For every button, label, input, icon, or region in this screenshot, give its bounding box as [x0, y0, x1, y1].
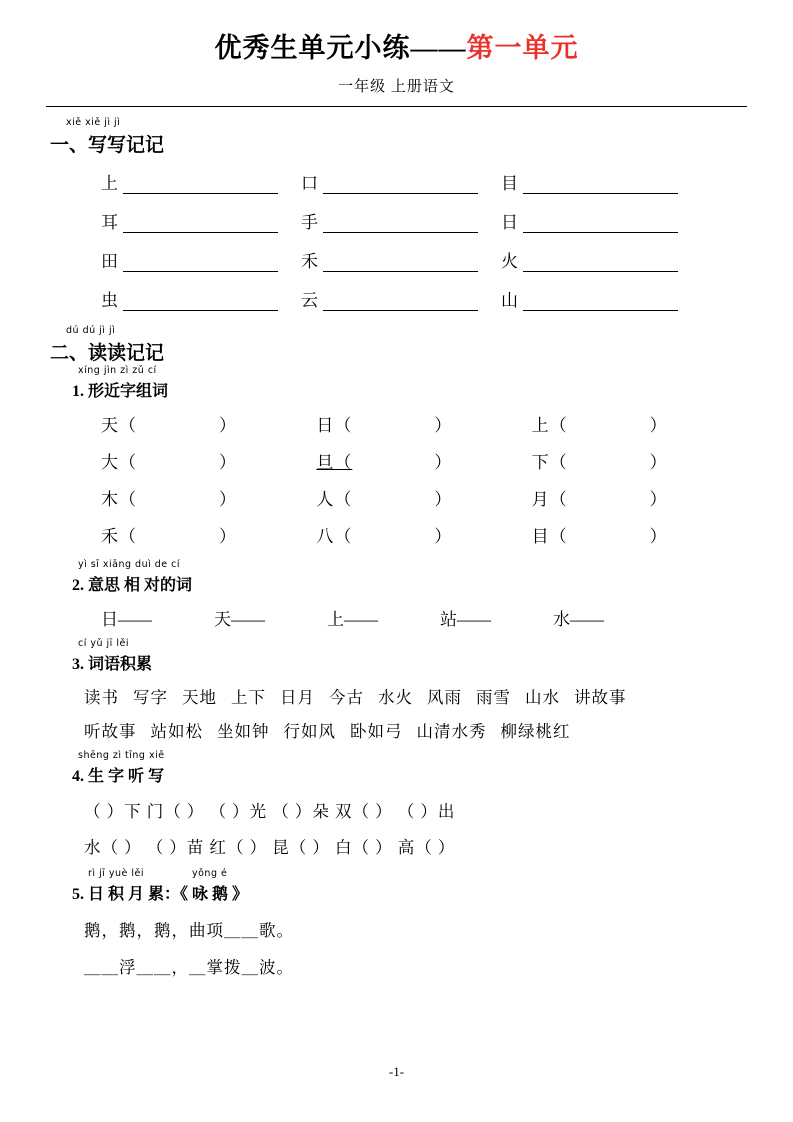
pair-cell[interactable] — [532, 411, 747, 436]
pair-char: 禾（ — [101, 527, 137, 546]
word: 坐如钟 — [217, 722, 270, 741]
word: 日月 — [280, 688, 315, 707]
write-blank-line[interactable] — [123, 214, 278, 233]
word: 写字 — [133, 688, 168, 707]
opposite-item[interactable]: 水—— — [553, 610, 604, 629]
pair-close: ） — [649, 416, 667, 435]
word: 今古 — [329, 688, 364, 707]
write-char: 田 — [101, 252, 118, 271]
section-two-heading — [50, 325, 747, 365]
poem-line-1[interactable]: 鹅，鹅，鹅，曲项＿＿歌。 — [84, 921, 294, 940]
item5-pinyin-2: yǒng é — [192, 868, 228, 879]
page-subtitle: 一年级 上册语文 — [338, 79, 455, 95]
item4-label: 4. 生 字 听 写 — [72, 768, 165, 785]
write-char: 山 — [501, 291, 518, 310]
pair-row — [101, 411, 747, 436]
pair-cell[interactable] — [532, 485, 747, 510]
write-cell — [501, 208, 701, 233]
write-row — [101, 208, 747, 233]
write-blank-line[interactable] — [323, 253, 478, 272]
write-row — [101, 286, 747, 311]
section-two-label: 二、读读记记 — [50, 343, 165, 364]
word: 讲故事 — [574, 688, 627, 707]
write-char: 目 — [501, 174, 518, 193]
pair-char: 日（ — [316, 416, 353, 435]
pair-close: ） — [219, 527, 236, 546]
pair-cell[interactable] — [101, 411, 316, 436]
write-cell — [101, 208, 301, 233]
item5-pinyin-1: rì jī yuè lěi — [88, 868, 144, 879]
word: 站如松 — [150, 722, 203, 741]
section-one — [46, 117, 747, 311]
item4-pinyin: shēng zì tīng xiě — [78, 750, 165, 761]
write-char: 口 — [301, 174, 318, 193]
word: 行如风 — [283, 722, 336, 741]
pair-cell[interactable] — [532, 522, 747, 547]
poem-line-2[interactable]: ＿＿浮＿＿，＿掌拨＿波。 — [84, 958, 294, 977]
pair-close: ） — [434, 490, 452, 509]
pair-char: 旦（ — [316, 453, 353, 472]
pair-grid — [101, 411, 747, 547]
section-two-pinyin: dú dú jì jì — [66, 325, 116, 336]
pair-char: 大（ — [101, 453, 137, 472]
item3-label: 3. 词语积累 — [72, 656, 153, 673]
pair-cell[interactable] — [316, 411, 531, 436]
write-row — [101, 247, 747, 272]
word: 卧如弓 — [350, 722, 403, 741]
pair-row — [101, 448, 747, 473]
pair-char: 下（ — [531, 453, 568, 472]
write-blank-line[interactable] — [123, 175, 278, 194]
item1-pinyin: xíng jìn zì zǔ cí — [78, 365, 157, 376]
write-blank-line[interactable] — [523, 214, 678, 233]
write-char: 日 — [501, 213, 518, 232]
pair-cell[interactable] — [316, 485, 531, 510]
write-cell — [301, 247, 501, 272]
pair-row — [101, 485, 747, 510]
word: 山水 — [525, 688, 560, 707]
item1-heading — [72, 365, 747, 401]
word: 天地 — [182, 688, 217, 707]
pair-close: ） — [219, 416, 236, 435]
pair-cell[interactable] — [532, 448, 747, 473]
page-number: -1- — [388, 1064, 405, 1079]
item5-label: 5. 日 积 月 累：《 咏 鹅 》 — [72, 886, 249, 903]
opposite-item[interactable]: 天—— — [214, 610, 265, 629]
accumulation-line-2 — [84, 718, 747, 742]
accumulation-line-1 — [84, 684, 747, 708]
item2-heading — [72, 559, 747, 595]
write-cell — [101, 247, 301, 272]
item5-heading — [72, 868, 747, 904]
write-cell — [501, 286, 701, 311]
opposite-item[interactable]: 站—— — [440, 610, 491, 629]
pair-char: 天（ — [101, 416, 137, 435]
pair-close: ） — [434, 527, 452, 546]
write-blank-line[interactable] — [323, 292, 478, 311]
pair-char: 月（ — [531, 490, 568, 509]
section-two — [46, 325, 747, 978]
pair-cell[interactable] — [101, 448, 316, 473]
item3-pinyin: cí yǔ jī lěi — [78, 638, 129, 649]
pair-close: ） — [649, 527, 667, 546]
pair-close: ） — [434, 453, 452, 472]
section-one-pinyin: xiě xiě jì jì — [66, 117, 121, 128]
write-char: 手 — [301, 213, 318, 232]
opposite-item[interactable]: 日—— — [101, 610, 152, 629]
pair-row — [101, 522, 747, 547]
write-cell — [301, 286, 501, 311]
item2-label: 2. 意思 相 对的词 — [72, 577, 193, 594]
pair-close: ） — [649, 453, 667, 472]
section-one-label: 一、写写记记 — [50, 135, 165, 156]
write-blank-line[interactable] — [523, 292, 678, 311]
word: 上下 — [231, 688, 266, 707]
item3-heading — [72, 638, 747, 674]
write-row — [101, 169, 747, 194]
write-blank-line[interactable] — [523, 253, 678, 272]
word: 风雨 — [427, 688, 462, 707]
item1-label: 1. 形近字组词 — [72, 383, 169, 400]
word: 水火 — [378, 688, 413, 707]
opposite-words-row — [101, 605, 747, 630]
pair-close: ） — [434, 416, 452, 435]
pair-char: 上（ — [531, 416, 568, 435]
pair-cell[interactable] — [316, 522, 531, 547]
page-title — [46, 26, 747, 65]
write-blank-line[interactable] — [323, 175, 478, 194]
pair-cell[interactable] — [101, 485, 316, 510]
item4-heading — [72, 750, 747, 786]
header-divider — [46, 106, 747, 107]
pair-close: ） — [649, 490, 667, 509]
pair-char: 木（ — [101, 490, 137, 509]
write-cell — [301, 169, 501, 194]
word: 山清水秀 — [416, 722, 487, 741]
write-char: 云 — [301, 291, 318, 310]
write-blank-line[interactable] — [123, 253, 278, 272]
dictation-line-1[interactable]: （ ）下 门（ ） （ ）光 （ ）朵 双（ ） （ ）出 — [84, 802, 456, 821]
write-cell — [501, 169, 701, 194]
write-cell — [101, 169, 301, 194]
pair-close: ） — [219, 490, 236, 509]
word: 读书 — [84, 688, 119, 707]
pair-char: 目（ — [531, 527, 568, 546]
pair-close: ） — [219, 453, 236, 472]
write-char: 上 — [101, 174, 118, 193]
title-black-part: 优秀生单元小练—— — [214, 33, 467, 63]
title-red-part: 第一单元 — [466, 33, 579, 63]
dictation-line-2[interactable]: 水（ ） （ ）苗 红（ ） 昆（ ） 白（ ） 高（ ） — [84, 838, 456, 857]
pair-cell[interactable] — [316, 448, 531, 473]
write-blank-line[interactable] — [523, 175, 678, 194]
write-cell — [501, 247, 701, 272]
write-char: 虫 — [101, 291, 118, 310]
word: 柳绿桃红 — [500, 722, 571, 741]
write-grid — [101, 169, 747, 311]
write-char: 火 — [501, 252, 518, 271]
write-blank-line[interactable] — [323, 214, 478, 233]
pair-char: 人（ — [316, 490, 353, 509]
word: 雨雪 — [476, 688, 511, 707]
write-blank-line[interactable] — [123, 292, 278, 311]
pair-char: 八（ — [316, 527, 353, 546]
write-cell — [301, 208, 501, 233]
opposite-item[interactable]: 上—— — [327, 610, 378, 629]
write-char: 耳 — [101, 213, 118, 232]
pair-cell[interactable] — [101, 522, 316, 547]
section-one-heading — [50, 117, 747, 157]
item2-pinyin: yì sī xiāng duì de cí — [78, 559, 181, 570]
write-char: 禾 — [301, 252, 318, 271]
word: 听故事 — [84, 722, 137, 741]
write-cell — [101, 286, 301, 311]
